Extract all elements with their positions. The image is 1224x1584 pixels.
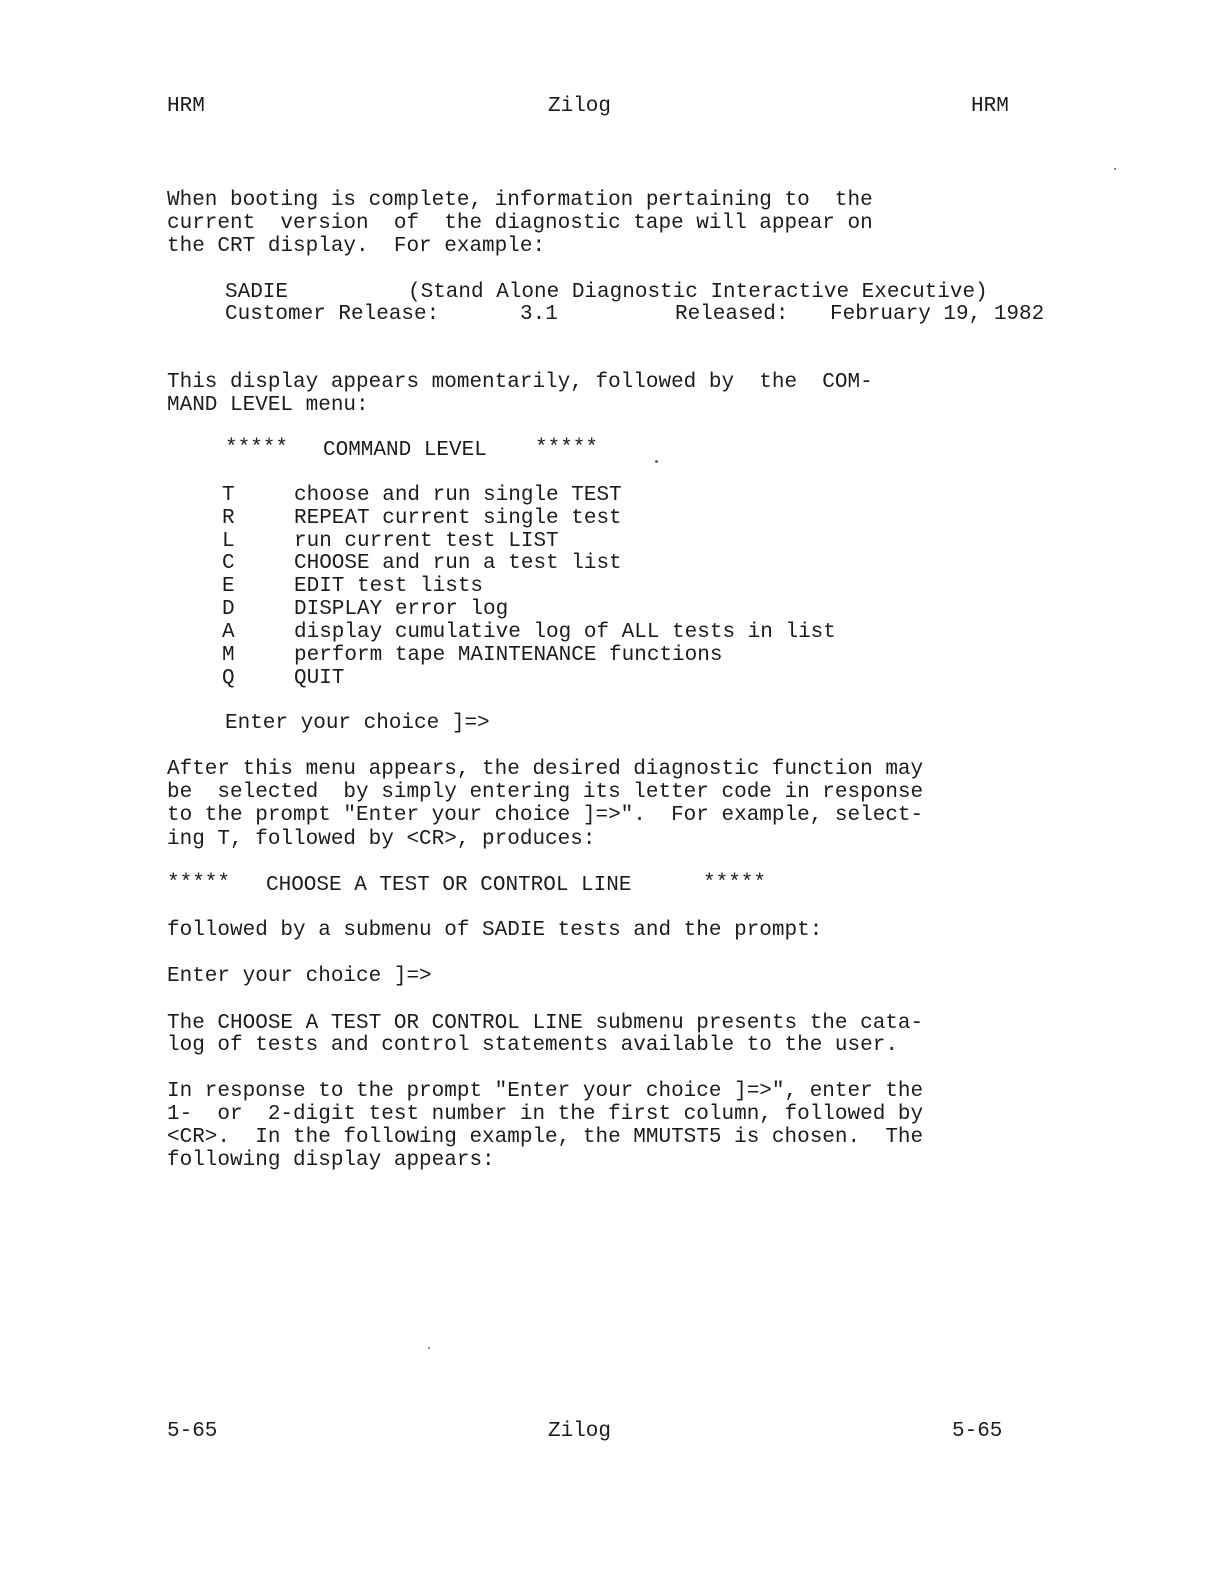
catalog-line-2: log of tests and control statements available to the user.: [167, 1034, 898, 1057]
intro-line-1: When booting is complete, information pertaining to the: [167, 189, 873, 212]
menu-item-desc: DISPLAY error log: [294, 598, 509, 621]
menu-item-key: T: [222, 484, 235, 507]
menu-item-key: Q: [222, 667, 235, 690]
header-center: Zilog: [548, 95, 612, 118]
command-menu-title: COMMAND LEVEL: [323, 439, 487, 462]
menu-item-key: L: [222, 530, 235, 553]
footer-left: 5-65: [167, 1420, 218, 1443]
boot-released-value: February 19, 1982: [830, 303, 1045, 326]
response-line-4: following display appears:: [167, 1149, 495, 1172]
menu-item-key: A: [222, 621, 235, 644]
menu-item-desc: choose and run single TEST: [294, 484, 622, 507]
after-menu-line-2: be selected by simply entering its letter code in response: [167, 781, 924, 804]
after-menu-line-3: to the prompt "Enter your choice ]=>". For example, select-: [167, 804, 924, 827]
choose-stars-right: *****: [703, 872, 767, 895]
boot-release-value: 3.1: [520, 303, 558, 326]
menu-item-desc: QUIT: [294, 667, 345, 690]
menu-item-key: E: [222, 575, 235, 598]
transition-line-2: MAND LEVEL menu:: [167, 394, 369, 417]
intro-line-2: current version of the diagnostic tape will appear on: [167, 212, 873, 235]
menu-item-key: R: [222, 507, 235, 530]
choose-stars-left: *****: [167, 872, 231, 895]
menu-item-key: M: [222, 644, 235, 667]
menu-item-desc: REPEAT current single test: [294, 507, 622, 530]
response-line-2: 1- or 2-digit test number in the first column, followed by: [167, 1103, 924, 1126]
menu-item-desc: display cumulative log of ALL tests in list: [294, 621, 836, 644]
menu-item-key: C: [222, 552, 235, 575]
choose-banner-title: CHOOSE A TEST OR CONTROL LINE: [266, 874, 632, 897]
boot-released-label: Released:: [675, 303, 789, 326]
menu-item-desc: EDIT test lists: [294, 575, 484, 598]
menu-item-key: D: [222, 598, 235, 621]
menu-item-desc: CHOOSE and run a test list: [294, 552, 622, 575]
boot-release-label: Customer Release:: [225, 303, 440, 326]
response-line-1: In response to the prompt "Enter your choice ]=>", enter the: [167, 1080, 924, 1103]
transition-line-1: This display appears momentarily, followed by the COM-: [167, 371, 873, 394]
boot-expansion: (Stand Alone Diagnostic Interactive Executive): [408, 281, 988, 304]
submenu-line: followed by a submenu of SADIE tests and the prompt:: [167, 919, 823, 942]
command-stars-left: *****: [225, 437, 289, 460]
command-prompt: Enter your choice ]=>: [225, 712, 490, 735]
response-line-3: <CR>. In the following example, the MMUTST5 is chosen. The: [167, 1126, 924, 1149]
intro-line-3: the CRT display. For example:: [167, 235, 546, 258]
footer-right: 5-65: [952, 1420, 1003, 1443]
after-menu-line-4: ing T, followed by <CR>, produces:: [167, 828, 596, 851]
header-right: HRM: [971, 95, 1009, 118]
command-stars-right: *****: [535, 437, 599, 460]
menu-item-desc: run current test LIST: [294, 530, 559, 553]
scan-speck: [655, 460, 658, 463]
menu-item-desc: perform tape MAINTENANCE functions: [294, 644, 723, 667]
submenu-prompt: Enter your choice ]=>: [167, 965, 432, 988]
header-left: HRM: [167, 95, 205, 118]
scan-speck: [428, 1347, 430, 1349]
after-menu-line-1: After this menu appears, the desired diagnostic function may: [167, 758, 924, 781]
scan-speck: [1114, 168, 1116, 170]
boot-name: SADIE: [225, 281, 289, 304]
catalog-line-1: The CHOOSE A TEST OR CONTROL LINE submenu presents the cata-: [167, 1012, 924, 1035]
footer-center: Zilog: [548, 1420, 612, 1443]
